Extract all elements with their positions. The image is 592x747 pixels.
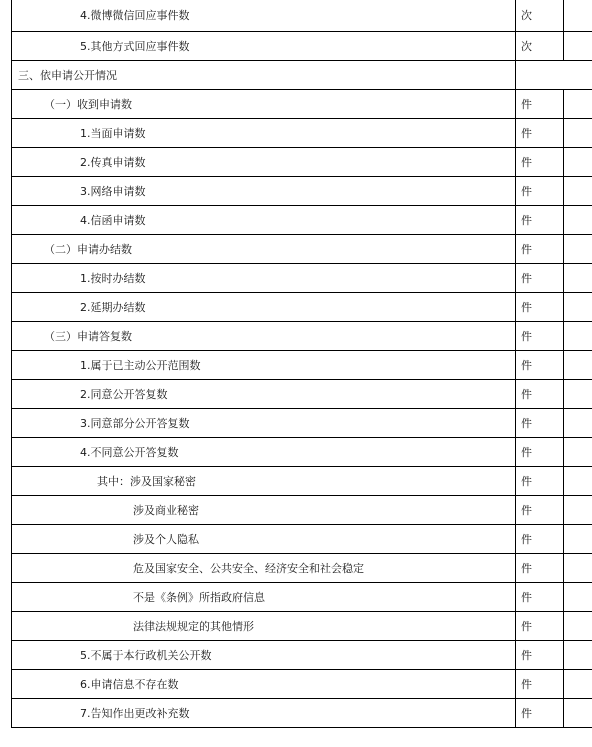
item-cell <box>12 351 516 380</box>
value-cell <box>564 409 592 438</box>
unit-cell: 件 <box>516 438 564 467</box>
value-cell <box>564 612 592 641</box>
unit-cell: 件 <box>516 612 564 641</box>
unit-cell: 件 <box>516 525 564 554</box>
item-cell <box>12 496 516 525</box>
item-cell <box>12 322 516 351</box>
value-cell <box>564 351 592 380</box>
item-label: 1.属于已主动公开范围数 <box>80 358 201 372</box>
table-row <box>12 670 592 699</box>
item-label: 7.告知作出更改补充数 <box>80 706 190 720</box>
table-row <box>12 148 592 177</box>
unit-cell: 件 <box>516 380 564 409</box>
item-cell <box>12 32 516 61</box>
disclosure-statistics-table <box>11 0 592 728</box>
item-label: 6.申请信息不存在数 <box>80 677 179 691</box>
item-cell <box>12 206 516 235</box>
merged-value-cell <box>516 61 592 90</box>
item-label: （三）申请答复数 <box>44 329 132 343</box>
value-cell <box>564 148 592 177</box>
item-label: 其中：涉及国家秘密 <box>97 474 196 488</box>
item-label: 2.传真申请数 <box>80 155 146 169</box>
item-cell <box>12 525 516 554</box>
unit-cell: 件 <box>516 90 564 119</box>
item-label: 不是《条例》所指政府信息 <box>133 590 265 604</box>
value-cell <box>564 322 592 351</box>
item-cell <box>12 0 516 32</box>
table-row <box>12 612 592 641</box>
item-label: 1.按时办结数 <box>80 271 146 285</box>
table-row <box>12 264 592 293</box>
table-row <box>12 119 592 148</box>
value-cell <box>564 554 592 583</box>
table-row <box>12 32 592 61</box>
item-label: 3.同意部分公开答复数 <box>80 416 190 430</box>
item-label: 3.网络申请数 <box>80 184 146 198</box>
value-cell <box>564 264 592 293</box>
value-cell <box>564 293 592 322</box>
item-cell <box>12 90 516 119</box>
table-row <box>12 554 592 583</box>
value-cell <box>564 177 592 206</box>
table-row <box>12 467 592 496</box>
item-cell <box>12 235 516 264</box>
value-cell <box>564 641 592 670</box>
unit-cell: 件 <box>516 322 564 351</box>
table-row <box>12 90 592 119</box>
unit-cell: 件 <box>516 119 564 148</box>
item-cell <box>12 641 516 670</box>
unit-cell: 件 <box>516 467 564 496</box>
item-cell <box>12 670 516 699</box>
table-row <box>12 496 592 525</box>
unit-cell: 次 <box>516 32 564 61</box>
table-row <box>12 380 592 409</box>
item-cell <box>12 380 516 409</box>
table-row <box>12 699 592 728</box>
unit-cell: 件 <box>516 351 564 380</box>
item-label: 涉及个人隐私 <box>133 532 199 546</box>
item-label: 三、依申请公开情况 <box>18 68 117 82</box>
unit-cell: 件 <box>516 641 564 670</box>
unit-cell: 件 <box>516 235 564 264</box>
table-row <box>12 525 592 554</box>
value-cell <box>564 206 592 235</box>
item-label: 4.微博微信回应事件数 <box>80 9 190 22</box>
item-cell <box>12 264 516 293</box>
unit-cell: 件 <box>516 409 564 438</box>
unit-cell: 件 <box>516 583 564 612</box>
value-cell <box>564 235 592 264</box>
item-cell <box>12 467 516 496</box>
value-cell <box>564 670 592 699</box>
table-body <box>12 0 592 728</box>
item-cell <box>12 148 516 177</box>
item-cell <box>12 699 516 728</box>
item-cell <box>12 293 516 322</box>
item-cell <box>12 409 516 438</box>
item-cell <box>12 554 516 583</box>
unit-cell: 件 <box>516 206 564 235</box>
item-cell <box>12 438 516 467</box>
table-row <box>12 0 592 32</box>
item-label: 4.不同意公开答复数 <box>80 445 179 459</box>
value-cell <box>564 32 592 61</box>
unit-cell: 次 <box>516 0 564 32</box>
unit-cell: 件 <box>516 670 564 699</box>
item-label: 涉及商业秘密 <box>133 503 199 517</box>
value-cell <box>564 583 592 612</box>
item-label: 法律法规规定的其他情形 <box>133 619 254 633</box>
table-row <box>12 293 592 322</box>
value-cell <box>564 699 592 728</box>
value-cell <box>564 438 592 467</box>
value-cell <box>564 0 592 32</box>
item-label: 危及国家安全、公共安全、经济安全和社会稳定 <box>133 561 364 575</box>
item-cell <box>12 119 516 148</box>
item-label: 2.同意公开答复数 <box>80 387 168 401</box>
table-row <box>12 409 592 438</box>
unit-cell: 件 <box>516 148 564 177</box>
unit-cell: 件 <box>516 496 564 525</box>
table-row <box>12 351 592 380</box>
value-cell <box>564 380 592 409</box>
unit-cell: 件 <box>516 177 564 206</box>
table-row <box>12 641 592 670</box>
item-label: 5.不属于本行政机关公开数 <box>80 648 212 662</box>
item-label: 1.当面申请数 <box>80 126 146 140</box>
item-label: （二）申请办结数 <box>44 242 132 256</box>
table-row <box>12 61 592 90</box>
value-cell <box>564 525 592 554</box>
table-row <box>12 438 592 467</box>
unit-cell: 件 <box>516 264 564 293</box>
unit-cell: 件 <box>516 293 564 322</box>
value-cell <box>564 467 592 496</box>
unit-cell: 件 <box>516 554 564 583</box>
value-cell <box>564 119 592 148</box>
item-label: 5.其他方式回应事件数 <box>80 39 190 53</box>
item-cell <box>12 583 516 612</box>
table-row <box>12 206 592 235</box>
item-label: （一）收到申请数 <box>44 97 132 111</box>
item-label: 2.延期办结数 <box>80 300 146 314</box>
item-cell <box>12 612 516 641</box>
unit-cell: 件 <box>516 699 564 728</box>
item-cell <box>12 177 516 206</box>
item-label: 4.信函申请数 <box>80 213 146 227</box>
table-row <box>12 583 592 612</box>
item-cell <box>12 61 516 90</box>
value-cell <box>564 496 592 525</box>
table-row <box>12 235 592 264</box>
table-row <box>12 322 592 351</box>
value-cell <box>564 90 592 119</box>
table-row <box>12 177 592 206</box>
